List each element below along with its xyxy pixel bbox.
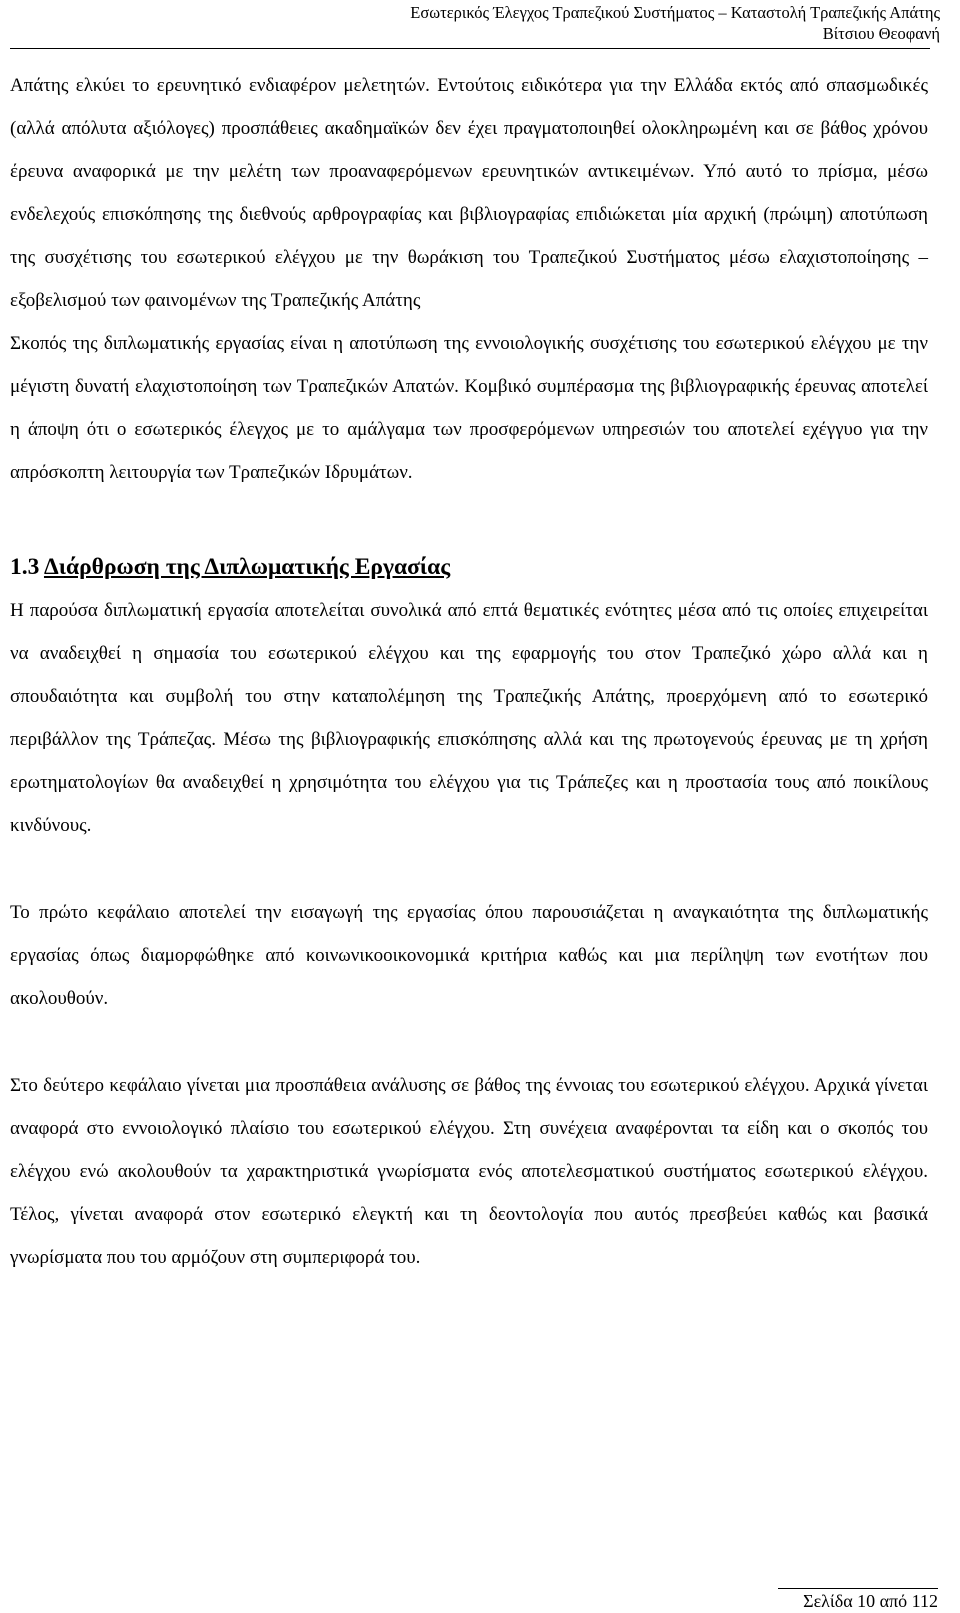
body-paragraph: Απάτης ελκύει το ερευνητικό ενδιαφέρον μελετητών. Εντούτοις ειδικότερα για την Ελλάδα εκτός από σπασμωδικές (αλλά απόλυτα αξιόλογες) προσπάθειες ακαδημαϊκών δεν έχει πραγματοποιηθεί ολοκληρωμένη και σε βάθος χρόνου έρευνα αναφορικά με την μελέτη των προαναφερόμενων ερευνητικών αντικειμένων. Υπό αυτό το πρίσμα, μέσω ενδελεχούς επισκόπησης της διεθνούς αρθρογραφίας και βιβλιογραφίας επιδιώκεται μία αρχική (πρώιμη) αποτύπωση της συσχέτισης του εσωτερικού ελέγχου με την θωράκιση του Τραπεζικού Συστήματος μέσω ελαχιστοποίησης – εξοβελισμού των φαινομένων της Τραπεζικής Απάτης [10,75,928,311]
spacer [10,494,928,546]
body-paragraph: Στο δεύτερο κεφάλαιο γίνεται μια προσπάθεια ανάλυσης σε βάθος της έννοιας του εσωτερικού ελέγχου. Αρχικά γίνεται αναφορά στο εννοιολογικό πλαίσιο του εσωτερικού ελέγχου. Στη συνέχεια αναφέρονται τα είδη και ο σκοπός του ελέγχου ενώ ακολουθούν τα χαρακτηριστικά γνωρίσματα ενός αποτελεσματικού συστήματος εσωτερικού ελέγχου. Τέλος, γίνεται αναφορά στον εσωτερικό ελεγκτή και τη δεοντολογία που αυτός πρεσβεύει καθώς και βασικά γνωρίσματα που του αρμόζουν στη συμπεριφορά του. [10,1075,928,1268]
header-title: Εσωτερικός Έλεγχος Τραπεζικού Συστήματος – Καταστολή Τραπεζικής Απάτης [410,3,940,22]
document-body [10,64,928,1279]
footer-divider [778,1588,938,1589]
spacer [10,1020,928,1064]
body-paragraph: Η παρούσα διπλωματική εργασία αποτελείται συνολικά από επτά θεματικές ενότητες μέσα από τις οποίες επιχειρείται να αναδειχθεί η σημασία του εσωτερικού ελέγχου και της εφαρμογής του στον Τραπεζικό χώρο αλλά και η σπουδαιότητα και συμβολή του στην καταπολέμηση της Τραπεζικής Απάτης, προερχόμενη από το εσωτερικό περιβάλλον της Τράπεζας. Μέσω της βιβλιογραφικής επισκόπησης αλλά και της πρωτογενούς έρευνας με τη χρήση ερωτηματολογίων θα αναδειχθεί η χρησιμότητα του ελέγχου για τις Τράπεζες και η προστασία τους από ποικίλους κινδύνους. [10,600,928,836]
body-paragraph: Το πρώτο κεφάλαιο αποτελεί την εισαγωγή της εργασίας όπου παρουσιάζεται η αναγκαιότητα της διπλωματικής εργασίας όπως διαμορφώθηκε από κοινωνικοοικονομικά κριτήρια καθώς και μια περίληψη των ενοτήτων που ακολουθούν. [10,902,928,1009]
section-number: 1.3 [10,554,40,580]
section-title: Διάρθρωση της Διπλωματικής Εργασίας [43,554,451,580]
section-heading [10,546,928,589]
page-number: Σελίδα 10 από 112 [803,1591,938,1611]
header-author: Βίτσιου Θεοφανή [822,24,940,43]
header-divider [10,48,930,49]
spacer [10,847,928,891]
body-paragraph: Σκοπός της διπλωματικής εργασίας είναι η αποτύπωση της εννοιολογικής συσχέτισης του εσωτερικού ελέγχου με την μέγιστη δυνατή ελαχιστοποίηση των Τραπεζικών Απατών. Κομβικό συμπέρασμα της βιβλιογραφικής έρευνας αποτελεί η άποψη ότι ο εσωτερικός έλεγχος με το αμάλγαμα των προσφερόμενων υπηρεσιών του αποτελεί εχέγγυο για την απρόσκοπτη λειτουργία των Τραπεζικών Ιδρυμάτων. [10,333,928,483]
page-header [20,2,940,44]
